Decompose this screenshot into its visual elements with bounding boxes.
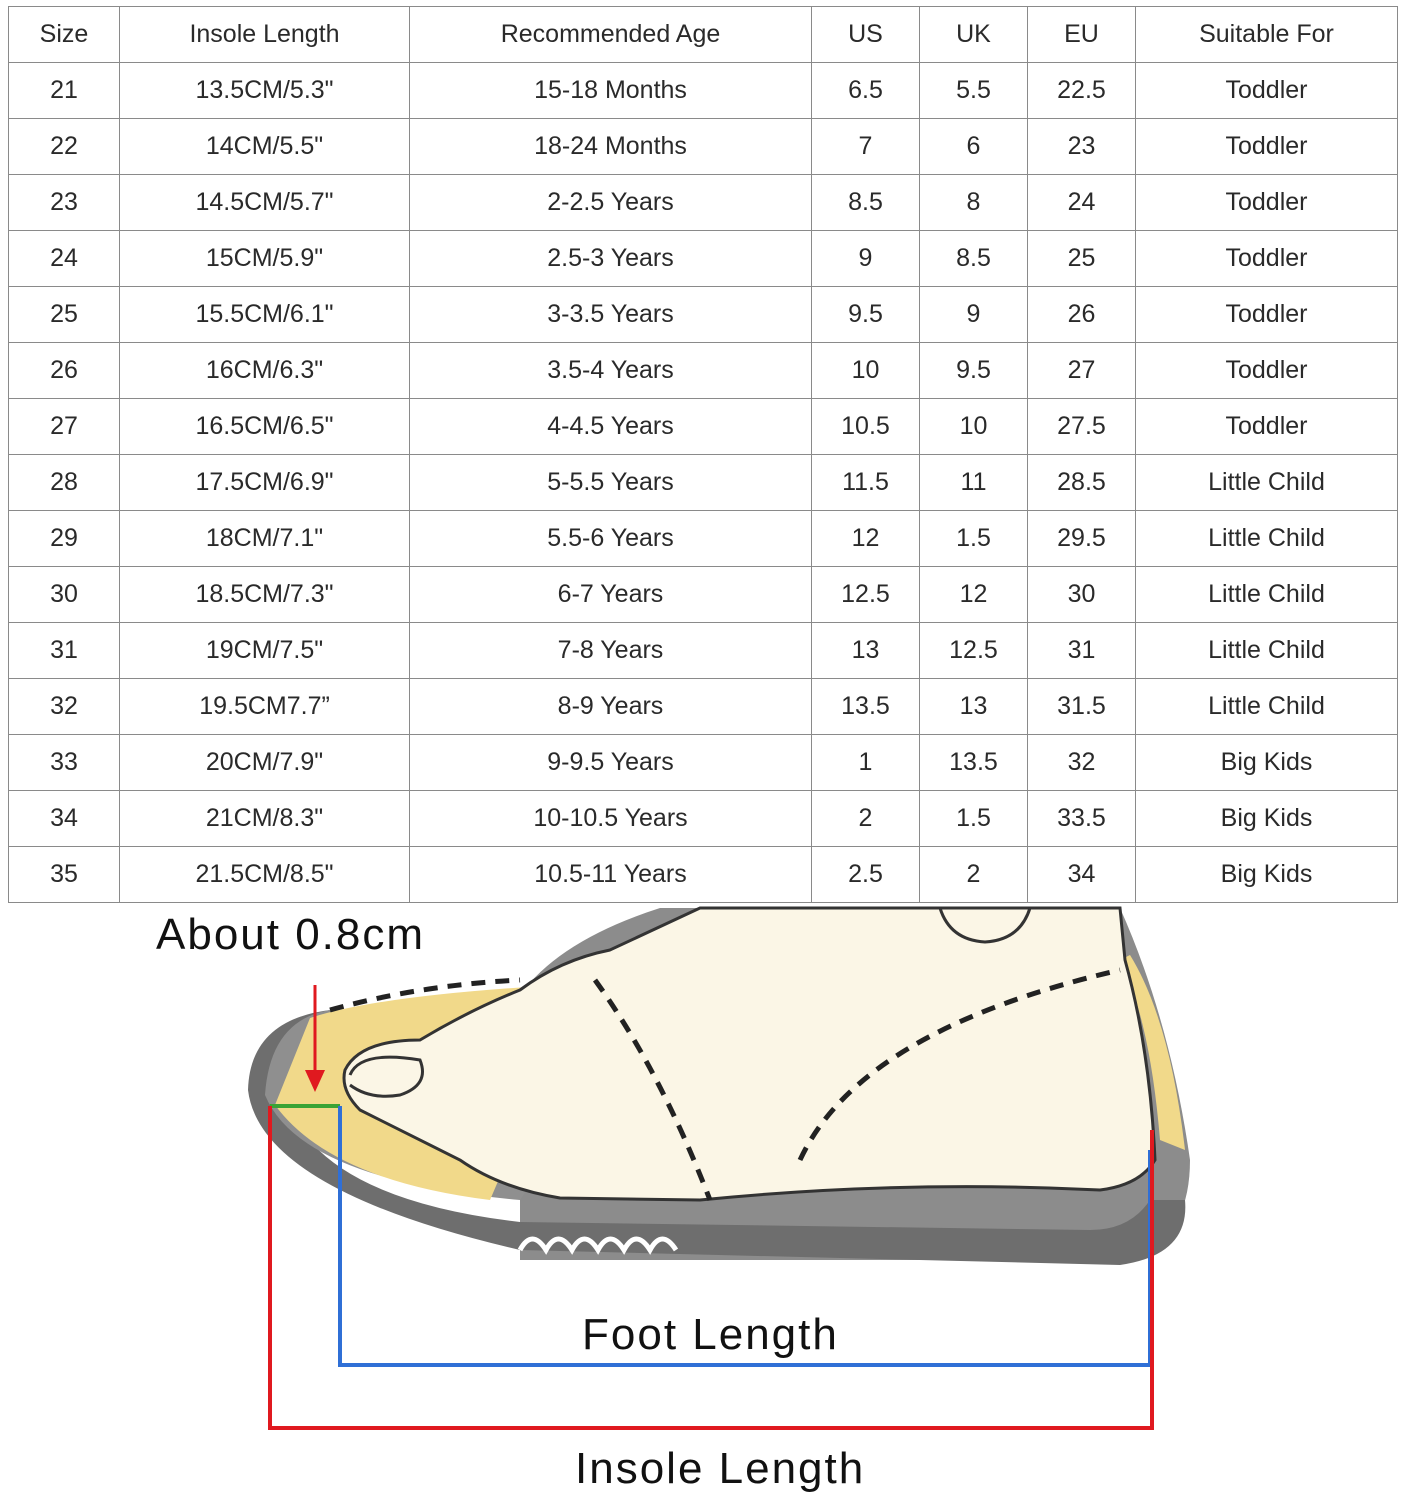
- cell-uk: 13.5: [920, 735, 1028, 791]
- cell-uk: 13: [920, 679, 1028, 735]
- cell-suitable-for: Toddler: [1136, 119, 1398, 175]
- cell-recommended-age: 2.5-3 Years: [410, 231, 812, 287]
- table-row: [9, 567, 1398, 623]
- cell-eu: 32: [1028, 735, 1136, 791]
- cell-uk: 6: [920, 119, 1028, 175]
- cell-size: 33: [9, 735, 120, 791]
- header-uk: UK: [920, 7, 1028, 63]
- cell-uk: 8: [920, 175, 1028, 231]
- table-row: [9, 119, 1398, 175]
- cell-us: 11.5: [812, 455, 920, 511]
- cell-size: 25: [9, 287, 120, 343]
- header-size: Size: [9, 7, 120, 63]
- cell-us: 9: [812, 231, 920, 287]
- cell-insole-length: 15.5CM/6.1": [120, 287, 410, 343]
- cell-recommended-age: 7-8 Years: [410, 623, 812, 679]
- cell-suitable-for: Little Child: [1136, 511, 1398, 567]
- cell-uk: 1.5: [920, 511, 1028, 567]
- header-us: US: [812, 7, 920, 63]
- cell-us: 2: [812, 791, 920, 847]
- size-chart-table: [8, 6, 1398, 903]
- header-insole-length: Insole Length: [120, 7, 410, 63]
- cell-size: 31: [9, 623, 120, 679]
- cell-eu: 30: [1028, 567, 1136, 623]
- table-row: [9, 343, 1398, 399]
- table-row: [9, 847, 1398, 903]
- table-row: [9, 791, 1398, 847]
- cell-suitable-for: Toddler: [1136, 63, 1398, 119]
- cell-recommended-age: 2-2.5 Years: [410, 175, 812, 231]
- table-row: [9, 63, 1398, 119]
- cell-insole-length: 21CM/8.3": [120, 791, 410, 847]
- cell-insole-length: 21.5CM/8.5": [120, 847, 410, 903]
- cell-size: 32: [9, 679, 120, 735]
- cell-size: 26: [9, 343, 120, 399]
- table-row: [9, 231, 1398, 287]
- table-row: [9, 455, 1398, 511]
- table-row: [9, 623, 1398, 679]
- cell-insole-length: 14CM/5.5": [120, 119, 410, 175]
- toe-gap-label: About 0.8cm: [156, 910, 426, 959]
- header-suitable-for: Suitable For: [1136, 7, 1398, 63]
- cell-size: 22: [9, 119, 120, 175]
- foot-length-label: Foot Length: [582, 1310, 839, 1359]
- cell-suitable-for: Little Child: [1136, 567, 1398, 623]
- cell-size: 21: [9, 63, 120, 119]
- shoe-illustration: [0, 900, 1415, 1499]
- cell-recommended-age: 15-18 Months: [410, 63, 812, 119]
- cell-uk: 9.5: [920, 343, 1028, 399]
- cell-size: 24: [9, 231, 120, 287]
- cell-eu: 34: [1028, 847, 1136, 903]
- cell-us: 10: [812, 343, 920, 399]
- cell-us: 7: [812, 119, 920, 175]
- cell-eu: 22.5: [1028, 63, 1136, 119]
- cell-suitable-for: Big Kids: [1136, 847, 1398, 903]
- cell-us: 12.5: [812, 567, 920, 623]
- cell-insole-length: 19.5CM7.7”: [120, 679, 410, 735]
- cell-insole-length: 18.5CM/7.3": [120, 567, 410, 623]
- cell-eu: 26: [1028, 287, 1136, 343]
- cell-size: 28: [9, 455, 120, 511]
- cell-recommended-age: 9-9.5 Years: [410, 735, 812, 791]
- cell-eu: 24: [1028, 175, 1136, 231]
- cell-eu: 31: [1028, 623, 1136, 679]
- foot-shape: [344, 908, 1155, 1200]
- table-row: [9, 511, 1398, 567]
- cell-recommended-age: 3.5-4 Years: [410, 343, 812, 399]
- cell-uk: 12: [920, 567, 1028, 623]
- cell-suitable-for: Toddler: [1136, 287, 1398, 343]
- cell-eu: 31.5: [1028, 679, 1136, 735]
- table-body: [9, 63, 1398, 903]
- cell-us: 13: [812, 623, 920, 679]
- cell-uk: 12.5: [920, 623, 1028, 679]
- cell-eu: 29.5: [1028, 511, 1136, 567]
- cell-us: 1: [812, 735, 920, 791]
- cell-suitable-for: Toddler: [1136, 343, 1398, 399]
- cell-suitable-for: Little Child: [1136, 623, 1398, 679]
- table-row: [9, 287, 1398, 343]
- cell-us: 9.5: [812, 287, 920, 343]
- cell-insole-length: 16CM/6.3": [120, 343, 410, 399]
- cell-uk: 11: [920, 455, 1028, 511]
- cell-eu: 23: [1028, 119, 1136, 175]
- cell-suitable-for: Toddler: [1136, 231, 1398, 287]
- cell-eu: 33.5: [1028, 791, 1136, 847]
- cell-eu: 28.5: [1028, 455, 1136, 511]
- header-recommended-age: Recommended Age: [410, 7, 812, 63]
- cell-uk: 10: [920, 399, 1028, 455]
- cell-uk: 8.5: [920, 231, 1028, 287]
- cell-uk: 5.5: [920, 63, 1028, 119]
- cell-insole-length: 16.5CM/6.5": [120, 399, 410, 455]
- cell-eu: 25: [1028, 231, 1136, 287]
- cell-insole-length: 15CM/5.9": [120, 231, 410, 287]
- cell-recommended-age: 6-7 Years: [410, 567, 812, 623]
- cell-us: 13.5: [812, 679, 920, 735]
- cell-suitable-for: Big Kids: [1136, 791, 1398, 847]
- cell-size: 34: [9, 791, 120, 847]
- cell-recommended-age: 10.5-11 Years: [410, 847, 812, 903]
- cell-insole-length: 20CM/7.9": [120, 735, 410, 791]
- cell-insole-length: 17.5CM/6.9": [120, 455, 410, 511]
- cell-size: 35: [9, 847, 120, 903]
- cell-us: 8.5: [812, 175, 920, 231]
- cell-suitable-for: Little Child: [1136, 455, 1398, 511]
- cell-size: 27: [9, 399, 120, 455]
- table-row: [9, 735, 1398, 791]
- cell-us: 12: [812, 511, 920, 567]
- table-header-row: [9, 7, 1398, 63]
- cell-recommended-age: 8-9 Years: [410, 679, 812, 735]
- cell-us: 10.5: [812, 399, 920, 455]
- foot-measurement-diagram: [0, 900, 1415, 1499]
- cell-suitable-for: Toddler: [1136, 175, 1398, 231]
- header-eu: EU: [1028, 7, 1136, 63]
- cell-us: 6.5: [812, 63, 920, 119]
- cell-eu: 27: [1028, 343, 1136, 399]
- table-row: [9, 679, 1398, 735]
- cell-recommended-age: 4-4.5 Years: [410, 399, 812, 455]
- cell-size: 29: [9, 511, 120, 567]
- cell-recommended-age: 5.5-6 Years: [410, 511, 812, 567]
- cell-suitable-for: Big Kids: [1136, 735, 1398, 791]
- cell-insole-length: 19CM/7.5": [120, 623, 410, 679]
- cell-insole-length: 18CM/7.1": [120, 511, 410, 567]
- cell-size: 23: [9, 175, 120, 231]
- insole-length-label: Insole Length: [575, 1444, 866, 1493]
- cell-uk: 1.5: [920, 791, 1028, 847]
- cell-uk: 2: [920, 847, 1028, 903]
- cell-recommended-age: 3-3.5 Years: [410, 287, 812, 343]
- cell-uk: 9: [920, 287, 1028, 343]
- cell-recommended-age: 5-5.5 Years: [410, 455, 812, 511]
- cell-insole-length: 14.5CM/5.7": [120, 175, 410, 231]
- cell-recommended-age: 18-24 Months: [410, 119, 812, 175]
- cell-suitable-for: Toddler: [1136, 399, 1398, 455]
- cell-size: 30: [9, 567, 120, 623]
- table-row: [9, 399, 1398, 455]
- table-row: [9, 175, 1398, 231]
- cell-insole-length: 13.5CM/5.3": [120, 63, 410, 119]
- cell-us: 2.5: [812, 847, 920, 903]
- cell-recommended-age: 10-10.5 Years: [410, 791, 812, 847]
- cell-suitable-for: Little Child: [1136, 679, 1398, 735]
- cell-eu: 27.5: [1028, 399, 1136, 455]
